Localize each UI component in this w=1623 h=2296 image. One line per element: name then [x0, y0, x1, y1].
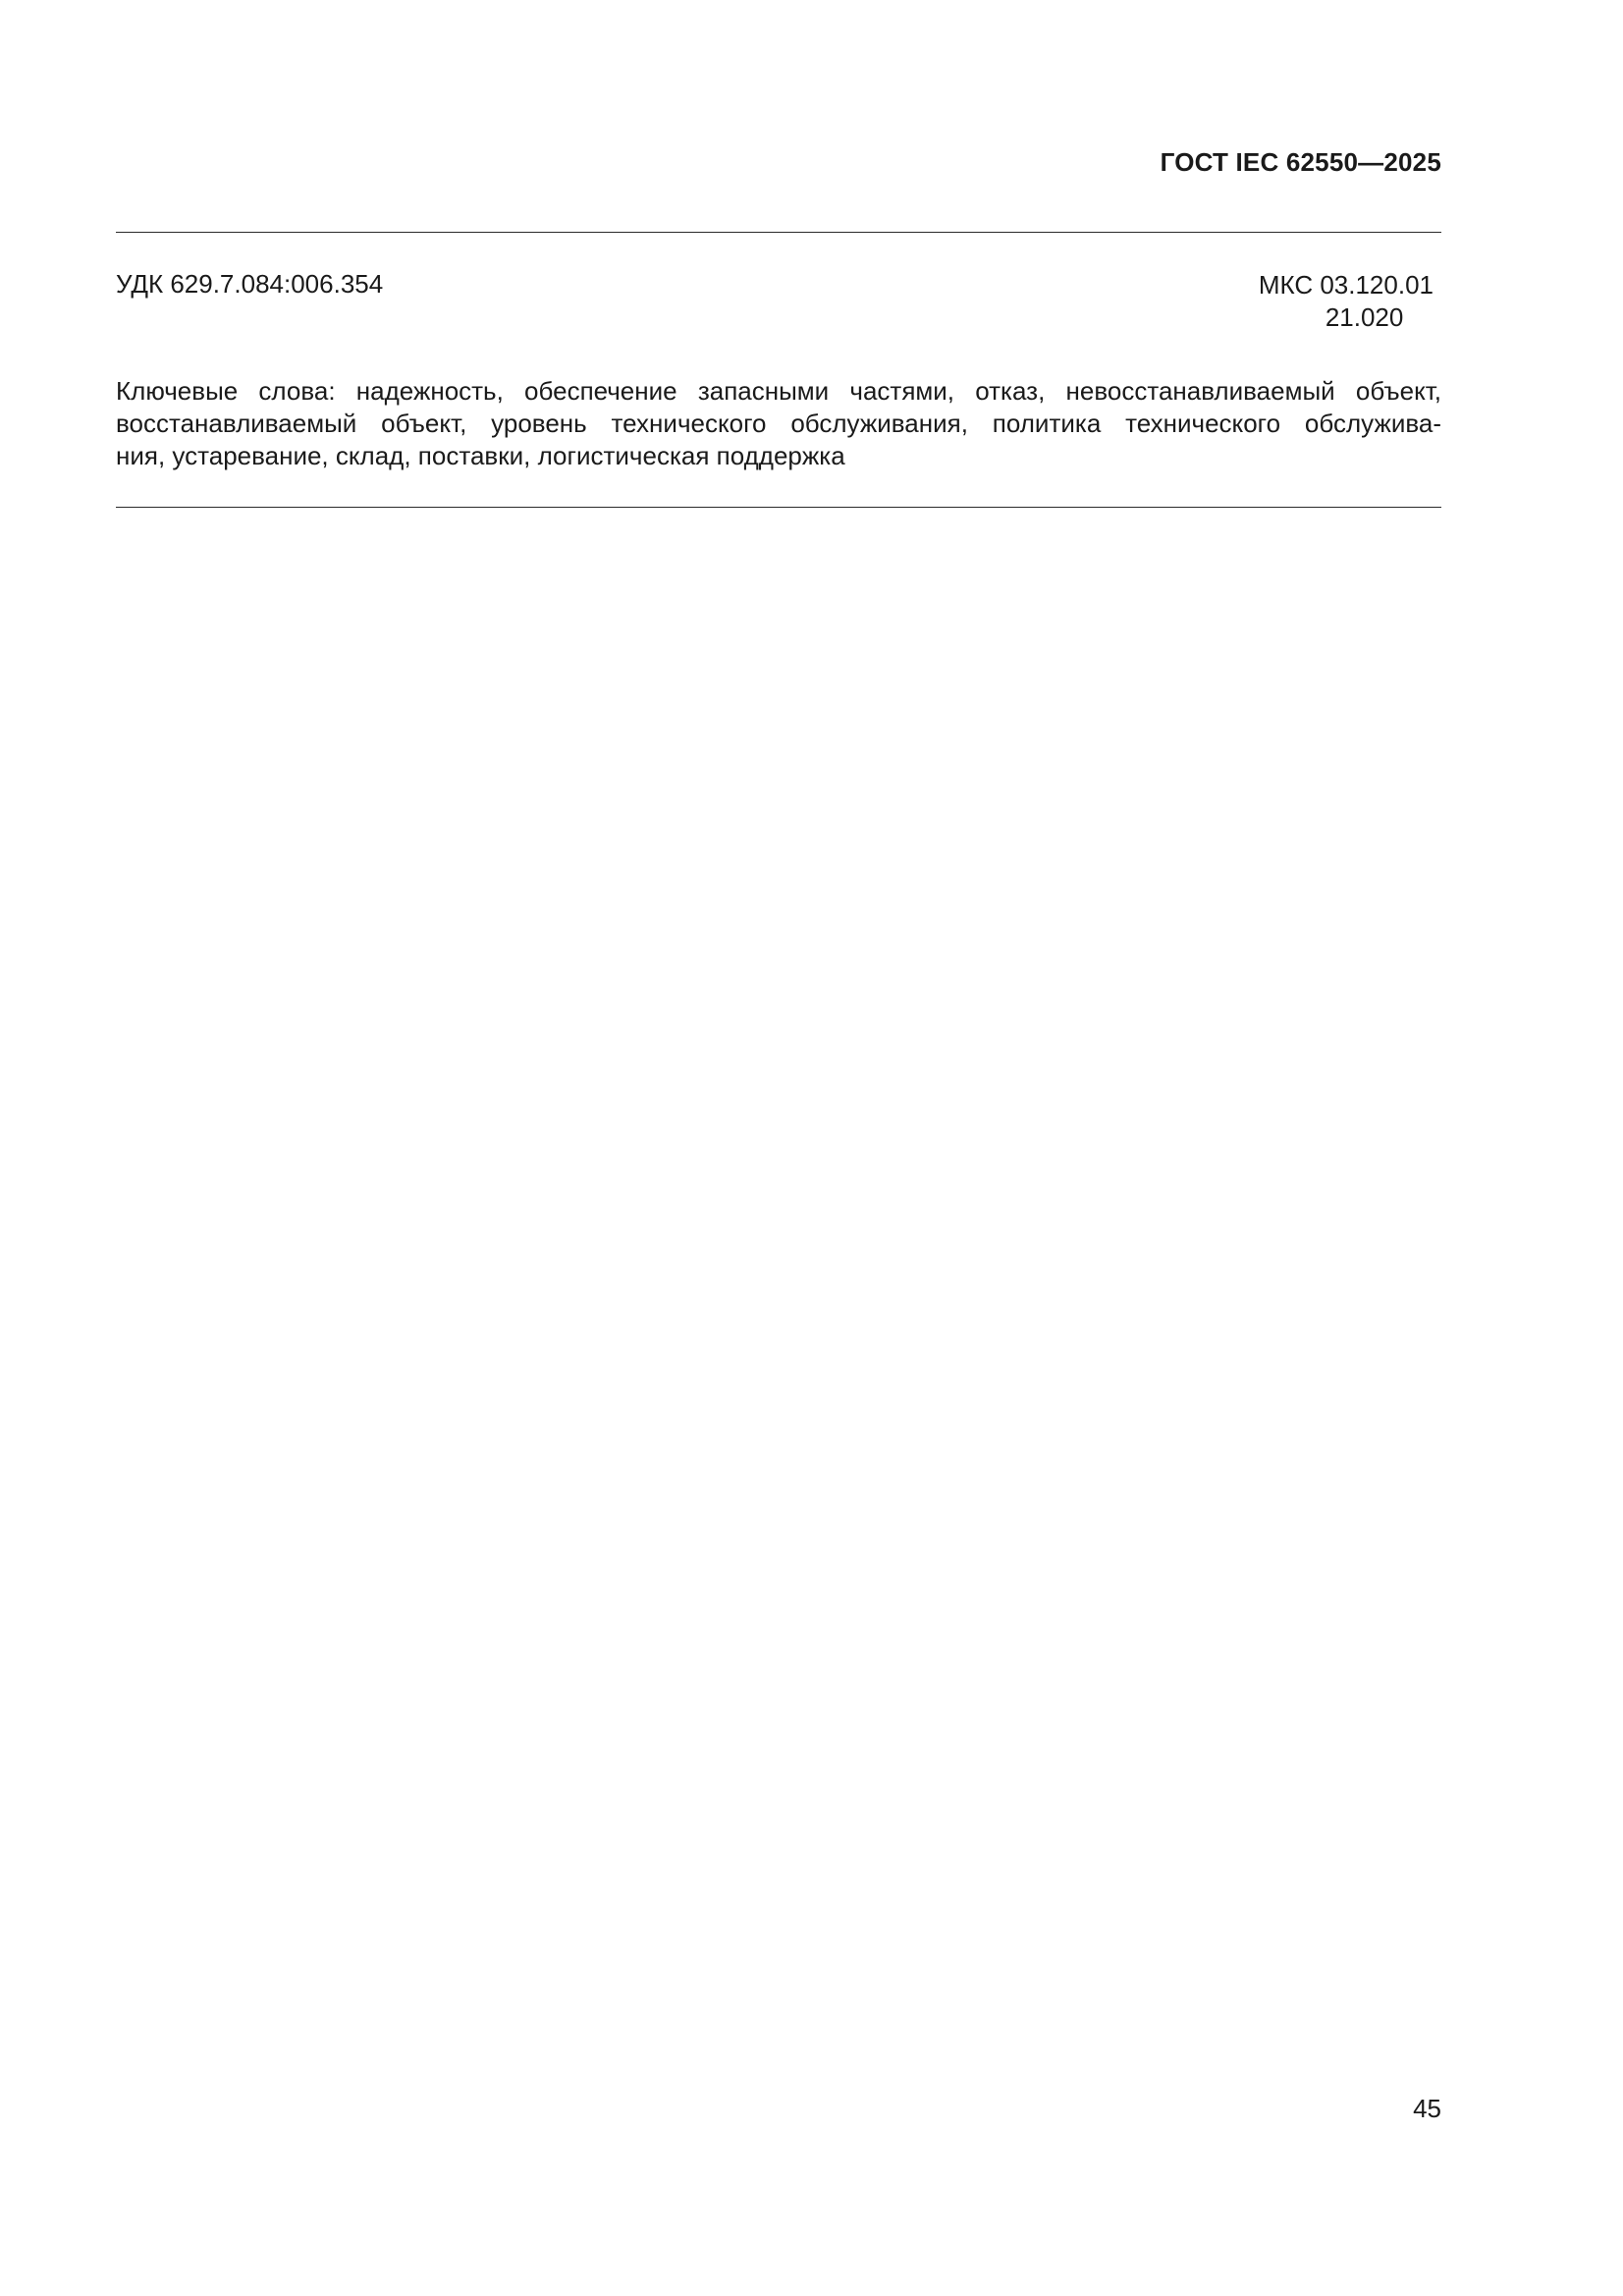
bottom-divider: [116, 507, 1441, 508]
udk-code: УДК 629.7.084:006.354: [116, 269, 384, 299]
keywords-line: ния, устаревание, склад, поставки, логистическая поддержка: [116, 441, 845, 470]
keywords-paragraph: [116, 375, 1441, 472]
standard-title: ГОСТ IEC 62550—2025: [1160, 147, 1441, 177]
keywords-line: Ключевые слова: надежность, обеспечение запасными частями, отказ, невосстанавливаемый объект,: [116, 376, 1441, 406]
mks-codes: [1259, 269, 1434, 334]
mks-code-secondary: 21.020: [1325, 302, 1404, 332]
page-number: 45: [1413, 2094, 1441, 2123]
top-divider: [116, 232, 1441, 233]
keywords-line: восстанавливаемый объект, уровень технического обслуживания, политика технического обслужива-: [116, 409, 1441, 438]
mks-code-primary: МКС 03.120.01: [1258, 270, 1434, 300]
